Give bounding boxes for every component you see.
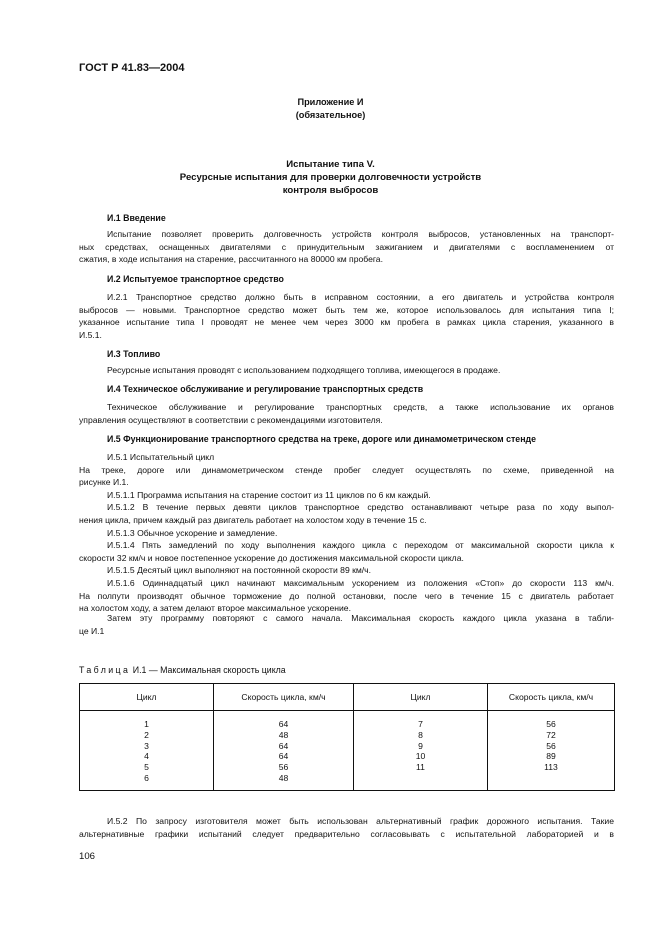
text-line: И.5.1.6 Одиннадцатый цикл начинают максимальным ускорением из положения «Стоп» до скорости 113 км/ч.	[107, 577, 614, 588]
speed-column-1	[214, 711, 354, 791]
document-id: ГОСТ Р 41.83—2004	[79, 62, 185, 74]
table-cell: 10	[415, 751, 426, 762]
max-speed-table	[79, 683, 615, 791]
table-cell: 3	[144, 740, 149, 751]
cycle-column-2	[354, 711, 488, 791]
table-cell: 7	[418, 719, 423, 729]
text-line: На полпути производят обычное торможение до полной остановки, после чего в течение 15 с двигатель работает	[79, 590, 614, 601]
section-5-body	[79, 451, 614, 615]
table-cell: 72	[546, 729, 556, 740]
section-heading-1: И.1 Введение	[107, 213, 166, 223]
text-line: И.5.1.	[79, 329, 102, 340]
text-line: нения цикла, причем каждый раз двигатель работает на холостом ходу в течение 15 с.	[79, 514, 427, 525]
section-heading-4: И.4 Техническое обслуживание и регулирование транспортных средств	[107, 384, 424, 394]
text-line: Затем эту программу повторяют с самого начала. Максимальная скорость каждого цикла указана в табли-	[107, 613, 614, 623]
text-line: И.2.1 Транспортное средство должно быть в исправном состоянии, а его двигатель и устройства контроля	[107, 292, 614, 302]
header-cycle-2: Цикл	[354, 684, 488, 711]
text-line: рисунке И.1.	[79, 477, 129, 488]
table-cell: 8	[418, 729, 423, 740]
table-cell: 64	[278, 751, 289, 762]
text-line: И.5.1.4 Пять замедлений по ходу выполнения каждого цикла с переходом от максимальной скорости цикла к	[107, 540, 614, 551]
text-line: выбросов — новыми. Транспортное средство может быть тем же, которое использовалось для испытания типа I;	[79, 304, 614, 315]
text-line: Испытание позволяет проверить долговечность устройств контроля выбросов, установленных на транспорт-	[107, 229, 614, 239]
speed-column-2	[488, 711, 615, 791]
text-line: Техническое обслуживание и регулирование транспортных средств, а также использование их органов	[107, 402, 614, 412]
table-cell: 48	[278, 729, 289, 740]
table-caption-text: И.1 — Максимальная скорость цикла	[132, 665, 286, 675]
text-line: Ресурсные испытания проводят с использованием подходящего топлива, имеющегося в продаже.	[107, 365, 501, 375]
section-2-paragraph	[79, 291, 614, 341]
text-line: И.5.1.1 Программа испытания на старение состоит из 11 циклов по 6 км каждый.	[107, 489, 431, 500]
table-cell: 5	[144, 762, 149, 773]
section-5-closing-paragraph	[79, 612, 614, 637]
table-caption-word: Таблица	[79, 665, 131, 675]
table-cell: 56	[278, 762, 289, 773]
table-cell: 2	[144, 729, 149, 740]
title-line-3: контроля выбросов	[282, 185, 379, 196]
section-heading-3: И.3 Топливо	[107, 349, 161, 359]
text-line: скорости 32 км/ч и новое постепенное ускорение до достижения максимальной скорости цикла.	[79, 552, 464, 563]
text-line: И.5.2 По запросу изготовителя может быть использован альтернативный график дорожного испытания. Такие	[107, 816, 614, 826]
table-cell: 89	[546, 751, 556, 762]
table-header-row	[80, 684, 615, 711]
appendix-title: Приложение И	[297, 97, 364, 107]
text-line: И.5.1.5 Десятый цикл выполняют на постоянной скорости 89 км/ч.	[107, 565, 372, 576]
table-cell: 113	[544, 762, 558, 773]
text-line: И.5.1 Испытательный цикл	[107, 452, 215, 462]
table-row	[80, 711, 615, 791]
text-line: на холостом ходу, а затем делают второе максимальное ускорение.	[79, 603, 351, 614]
table-cell: 64	[278, 740, 289, 751]
section-1-paragraph	[79, 228, 614, 266]
header-speed-1: Скорость цикла, км/ч	[214, 684, 354, 711]
table-cell: 6	[144, 772, 149, 783]
section-heading-2: И.2 Испытуемое транспортное средство	[107, 274, 284, 284]
table-cell: 48	[278, 772, 289, 783]
table-caption	[79, 664, 286, 677]
text-line: сжатия, в ходе испытания на старение, рассчитанного на 80000 км пробега.	[79, 254, 383, 265]
text-line: ных средствах, оснащенных двигателями с принудительным зажиганием и двигателями с воспламенением от	[79, 241, 614, 252]
header-speed-2: Скорость цикла, км/ч	[488, 684, 615, 711]
text-line: альтернативные графики испытаний следует предварительно согласовывать с испытательной лабораторией и в	[79, 828, 614, 839]
title-line-2: Ресурсные испытания для проверки долговечности устройств	[179, 172, 482, 183]
text-line: На треке, дороге или динамометрическом стенде пробег следует осуществлять по схеме, приведенной на	[79, 464, 614, 475]
table-cell: 56	[546, 719, 556, 729]
table-cell: 64	[278, 719, 289, 729]
cycle-column-1	[80, 711, 214, 791]
table-cell: 1	[144, 719, 149, 729]
header-cycle-1: Цикл	[80, 684, 214, 711]
section-4-paragraph	[79, 401, 614, 426]
footer-paragraph	[79, 815, 614, 840]
section-3-paragraph	[79, 364, 614, 377]
text-line: указанное испытание типа I проводят не менее чем через 3000 км пробега в рамках цикла старения, указанного в	[79, 317, 614, 328]
text-line: И.5.1.3 Обычное ускорение и замедление.	[107, 527, 278, 538]
table-cell: 11	[416, 762, 425, 773]
table-cell: 9	[418, 740, 423, 751]
table-cell: 4	[144, 751, 149, 762]
appendix-status: (обязательное)	[295, 110, 366, 120]
text-line: И.5.1.2 В течение первых девяти циклов транспортное средство останавливают четыре раза по ходу выпол-	[107, 502, 614, 513]
title-line-1: Испытание типа V.	[286, 159, 375, 170]
text-line: управления осуществляют в соответствии с рекомендациями изготовителя.	[79, 414, 383, 425]
section-heading-5: И.5 Функционирование транспортного средства на треке, дороге или динамометрическом стенде	[107, 434, 536, 444]
table-cell: 56	[546, 740, 556, 751]
text-line: це И.1	[79, 625, 105, 636]
page-number: 106	[79, 851, 96, 862]
